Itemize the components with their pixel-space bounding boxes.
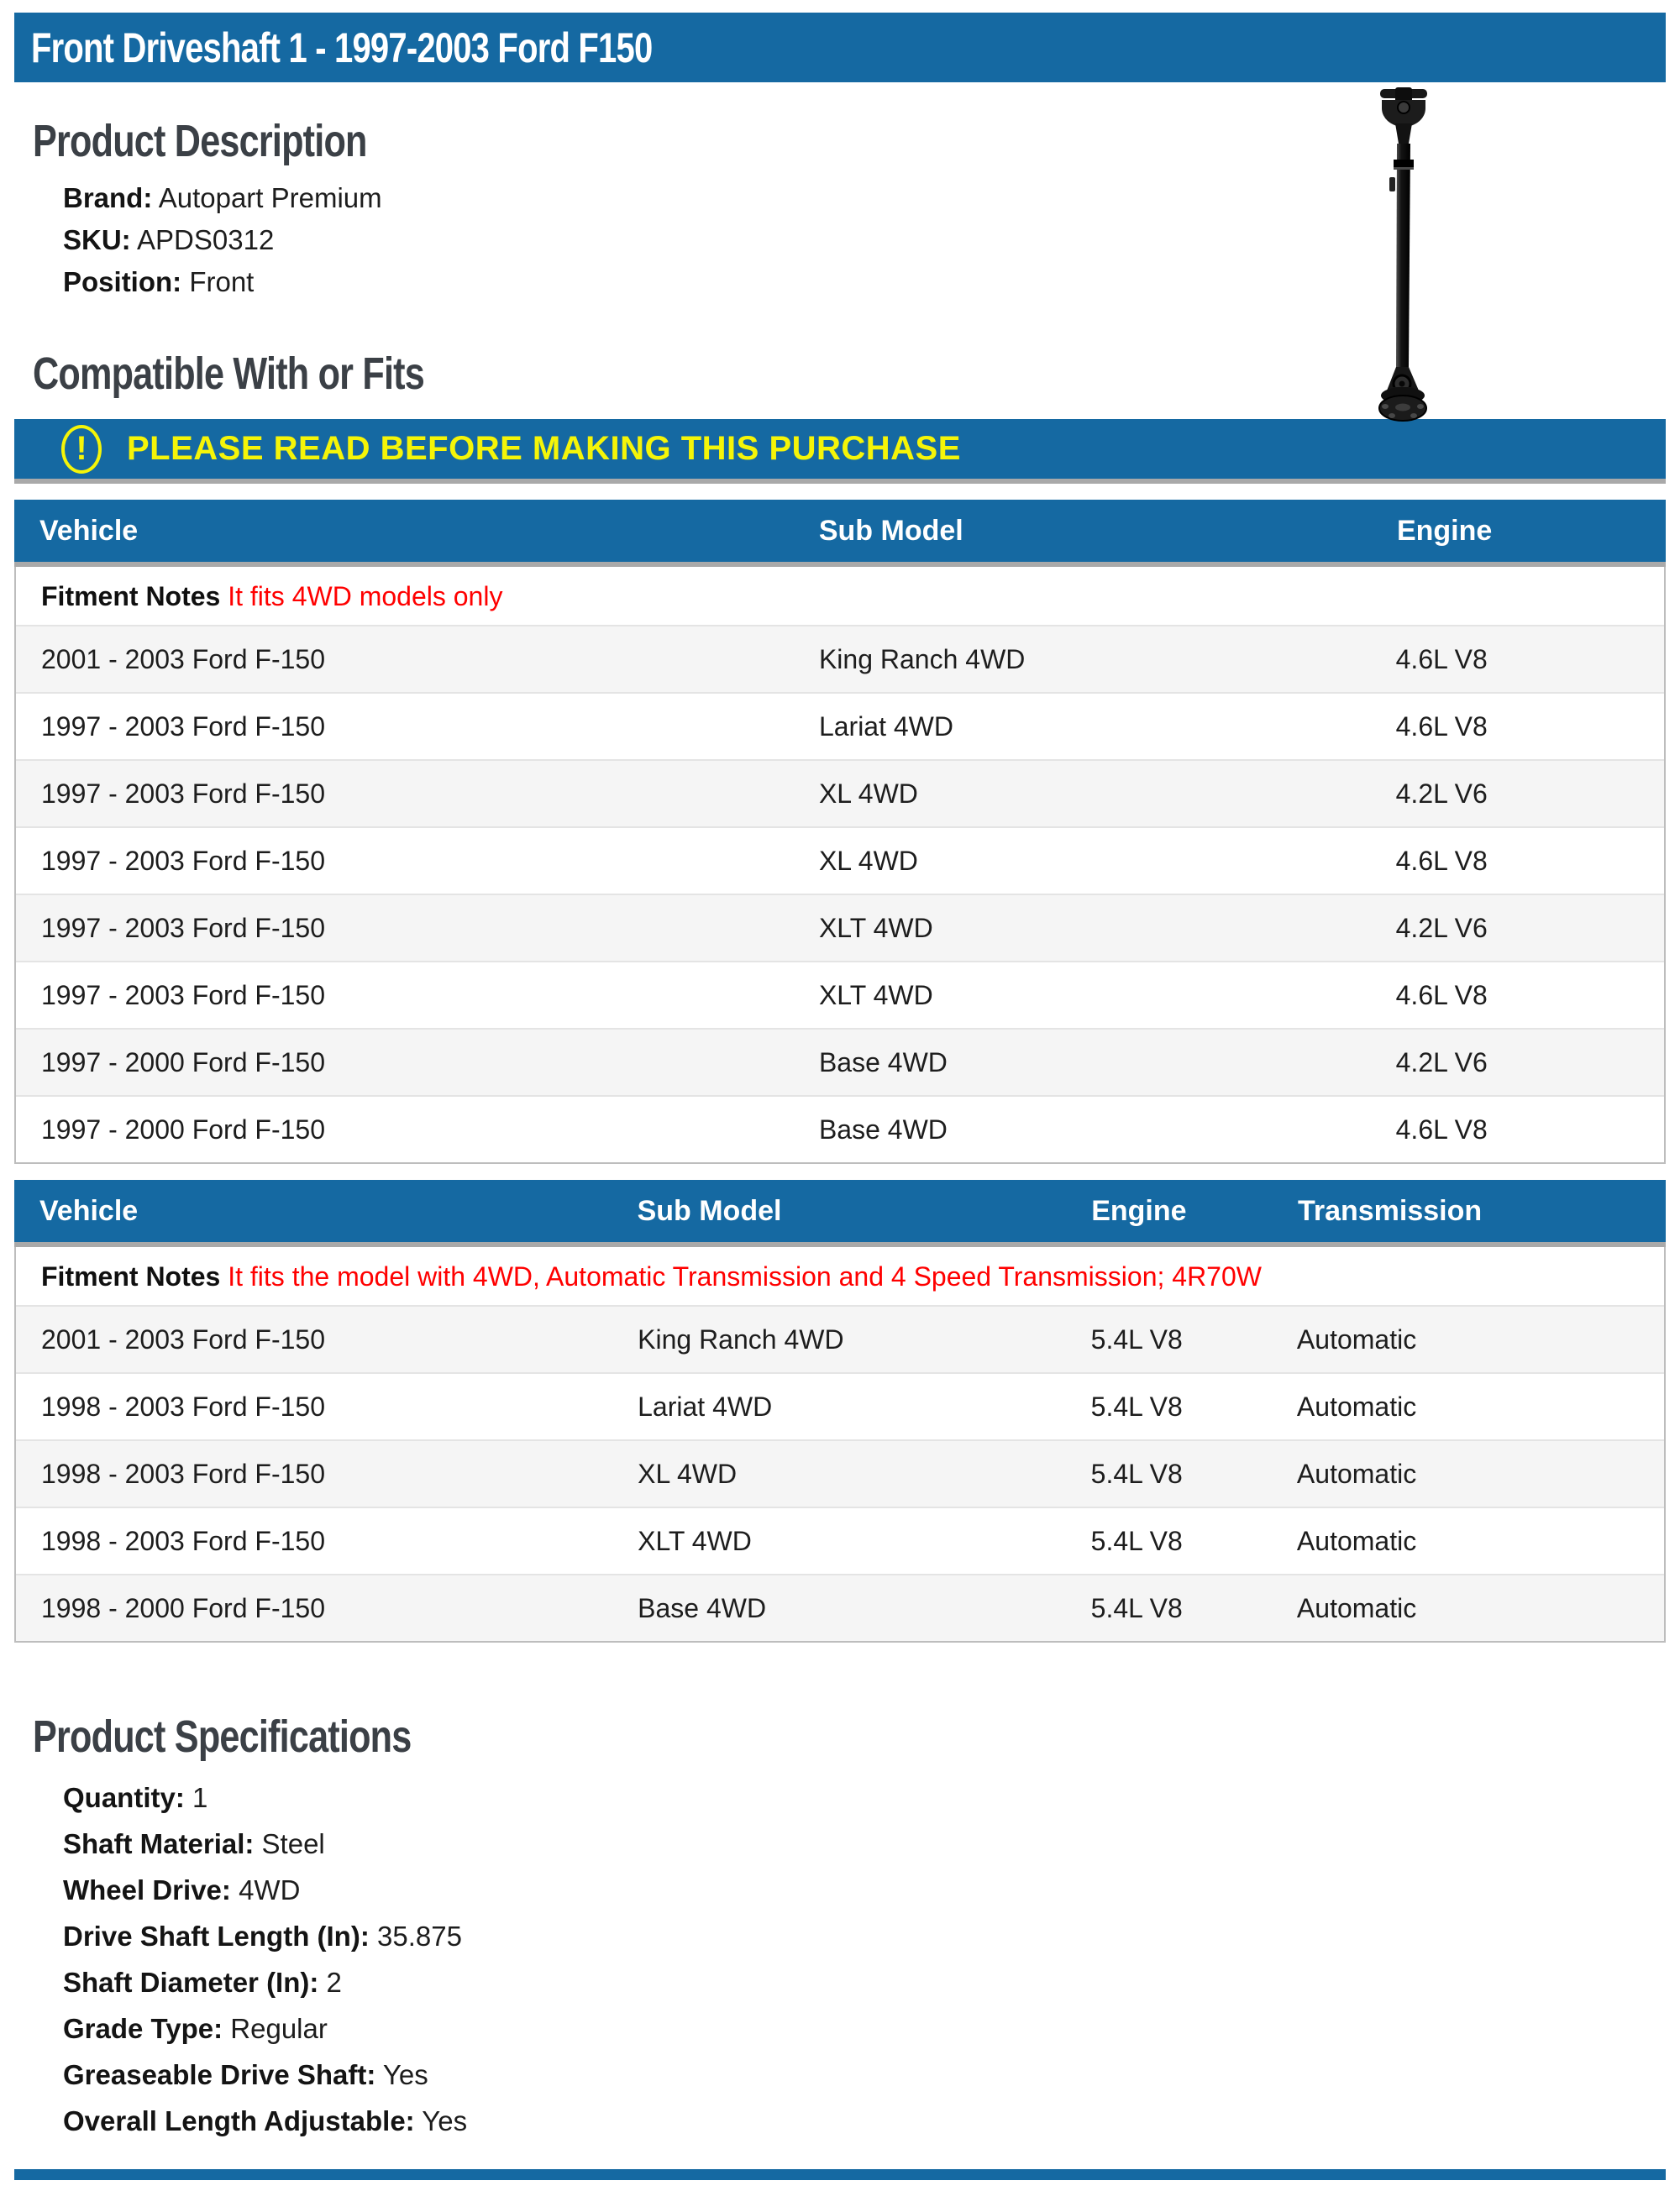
engine-cell: 4.2L V6 bbox=[1395, 778, 1488, 809]
table-row bbox=[16, 1305, 1664, 1372]
fitment-table-2-body bbox=[14, 1247, 1666, 1643]
vehicle-cell: 1997 - 2003 Ford F-150 bbox=[41, 710, 325, 742]
submodel-cell: Base 4WD bbox=[818, 1046, 948, 1077]
transmission-cell: Automatic bbox=[1296, 1324, 1417, 1355]
table-row bbox=[16, 1574, 1664, 1641]
vehicle-cell: 1998 - 2000 Ford F-150 bbox=[41, 1592, 325, 1623]
warning-banner bbox=[14, 419, 1666, 484]
spec-shaft-material bbox=[63, 1821, 1666, 1867]
spec-value: Yes bbox=[382, 2059, 428, 2091]
engine-cell: 5.4L V8 bbox=[1090, 1391, 1183, 1422]
column-header-engine: Engine bbox=[1396, 514, 1493, 547]
vehicle-cell: 1997 - 2003 Ford F-150 bbox=[41, 979, 325, 1010]
product-specifications-fields bbox=[63, 1774, 1666, 2144]
page-title: Front Driveshaft 1 - 1997-2003 Ford F150 bbox=[31, 24, 653, 71]
vehicle-cell: 1998 - 2003 Ford F-150 bbox=[41, 1391, 325, 1422]
column-header-transmission: Transmission bbox=[1297, 1194, 1483, 1227]
table-row bbox=[16, 961, 1664, 1028]
column-header-vehicle: Vehicle bbox=[39, 1194, 139, 1227]
spec-overall-length-adjustable bbox=[63, 2098, 1666, 2144]
vehicle-cell: 2001 - 2003 Ford F-150 bbox=[41, 643, 325, 674]
engine-cell: 5.4L V8 bbox=[1090, 1592, 1183, 1623]
position-value: Front bbox=[189, 265, 255, 297]
fitment-table-2 bbox=[14, 1180, 1666, 1643]
exclamation-icon: ! bbox=[61, 425, 102, 474]
table-row bbox=[16, 1095, 1664, 1162]
engine-cell: 5.4L V8 bbox=[1090, 1458, 1183, 1489]
vehicle-cell: 1997 - 2003 Ford F-150 bbox=[41, 912, 325, 943]
brand-value: Autopart Premium bbox=[158, 181, 382, 213]
submodel-cell: XL 4WD bbox=[638, 1458, 738, 1489]
compatible-heading: Compatible With or Fits bbox=[33, 348, 424, 399]
spec-label: Overall Length Adjustable: bbox=[63, 2105, 415, 2137]
position-label: Position: bbox=[63, 265, 182, 297]
transmission-cell: Automatic bbox=[1296, 1458, 1417, 1489]
vehicle-cell: 2001 - 2003 Ford F-150 bbox=[41, 1324, 325, 1355]
spec-label: Wheel Drive: bbox=[63, 1874, 231, 1906]
spec-value: Steel bbox=[261, 1828, 325, 1860]
vehicle-cell: 1997 - 2000 Ford F-150 bbox=[41, 1114, 325, 1145]
vehicle-cell: 1997 - 2000 Ford F-150 bbox=[41, 1046, 325, 1077]
fitment-table-1 bbox=[14, 500, 1666, 1164]
table-row bbox=[16, 625, 1664, 692]
brand-label: Brand: bbox=[63, 181, 153, 213]
engine-cell: 4.6L V8 bbox=[1395, 1114, 1488, 1145]
warning-text: PLEASE READ BEFORE MAKING THIS PURCHASE bbox=[127, 430, 961, 468]
spec-label: Shaft Material: bbox=[63, 1828, 255, 1860]
spec-value: 4WD bbox=[239, 1874, 301, 1906]
fitment-table-1-header bbox=[14, 500, 1666, 567]
fitment-notes-row bbox=[16, 567, 1664, 625]
table-row bbox=[16, 826, 1664, 894]
engine-cell: 4.6L V8 bbox=[1395, 845, 1488, 876]
submodel-cell: XLT 4WD bbox=[818, 912, 933, 943]
spec-label: Grade Type: bbox=[63, 2013, 223, 2045]
spec-label: Drive Shaft Length (In): bbox=[63, 1921, 370, 1953]
spec-label: Quantity: bbox=[63, 1782, 185, 1814]
spec-label: Greaseable Drive Shaft: bbox=[63, 2059, 376, 2091]
submodel-cell: Lariat 4WD bbox=[818, 710, 953, 742]
transmission-cell: Automatic bbox=[1296, 1592, 1417, 1623]
column-header-vehicle: Vehicle bbox=[39, 514, 139, 547]
table-row bbox=[16, 1372, 1664, 1439]
spec-quantity bbox=[63, 1774, 1666, 1821]
sku-value: APDS0312 bbox=[137, 223, 275, 255]
vehicle-cell: 1998 - 2003 Ford F-150 bbox=[41, 1458, 325, 1489]
column-header-engine: Engine bbox=[1091, 1194, 1187, 1227]
fitment-table-1-body bbox=[14, 567, 1666, 1164]
engine-cell: 4.6L V8 bbox=[1395, 710, 1488, 742]
spec-value: 1 bbox=[192, 1782, 208, 1814]
column-header-submodel: Sub Model bbox=[637, 1194, 782, 1227]
vehicle-cell: 1998 - 2003 Ford F-150 bbox=[41, 1525, 325, 1556]
vehicle-cell: 1997 - 2003 Ford F-150 bbox=[41, 778, 325, 809]
spec-label: Shaft Diameter (In): bbox=[63, 1967, 319, 1999]
spec-value: Regular bbox=[230, 2013, 328, 2045]
table-row bbox=[16, 692, 1664, 759]
engine-cell: 5.4L V8 bbox=[1090, 1525, 1183, 1556]
submodel-cell: XL 4WD bbox=[818, 778, 918, 809]
driveshaft-product-image bbox=[1378, 86, 1430, 422]
submodel-cell: XLT 4WD bbox=[638, 1525, 752, 1556]
vehicle-cell: 1997 - 2003 Ford F-150 bbox=[41, 845, 325, 876]
title-bar bbox=[14, 13, 1666, 82]
fitment-notes-label: Fitment Notes bbox=[41, 1261, 221, 1292]
engine-cell: 4.6L V8 bbox=[1395, 979, 1488, 1010]
spec-drive-shaft-length bbox=[63, 1913, 1666, 1959]
submodel-cell: Base 4WD bbox=[638, 1592, 767, 1623]
submodel-cell: XLT 4WD bbox=[818, 979, 933, 1010]
spec-grade-type bbox=[63, 2005, 1666, 2052]
fitment-table-2-header bbox=[14, 1180, 1666, 1247]
table-row bbox=[16, 1439, 1664, 1507]
submodel-cell: King Ranch 4WD bbox=[818, 643, 1026, 674]
fitment-notes-label: Fitment Notes bbox=[41, 581, 221, 612]
submodel-cell: Lariat 4WD bbox=[638, 1391, 773, 1422]
submodel-cell: XL 4WD bbox=[818, 845, 918, 876]
engine-cell: 4.2L V6 bbox=[1395, 1046, 1488, 1077]
spec-shaft-diameter bbox=[63, 1959, 1666, 2005]
column-header-submodel: Sub Model bbox=[818, 514, 963, 547]
table-row bbox=[16, 1028, 1664, 1095]
spec-value: 2 bbox=[326, 1967, 342, 1999]
engine-cell: 5.4L V8 bbox=[1090, 1324, 1183, 1355]
spec-wheel-drive bbox=[63, 1867, 1666, 1913]
fitment-notes-text: It fits the model with 4WD, Automatic Transmission and 4 Speed Transmission; 4R70W bbox=[228, 1261, 1262, 1292]
transmission-cell: Automatic bbox=[1296, 1391, 1417, 1422]
table-row bbox=[16, 1507, 1664, 1574]
engine-cell: 4.2L V6 bbox=[1395, 912, 1488, 943]
fitment-notes-row bbox=[16, 1247, 1664, 1305]
product-description-heading: Product Description bbox=[33, 116, 367, 166]
footer-bar bbox=[14, 2169, 1666, 2180]
table-row bbox=[16, 894, 1664, 961]
spec-value: Yes bbox=[422, 2105, 468, 2137]
sku-label: SKU: bbox=[63, 223, 131, 255]
spec-value: 35.875 bbox=[377, 1921, 462, 1953]
fitment-notes-text: It fits 4WD models only bbox=[228, 581, 503, 612]
product-specifications-heading: Product Specifications bbox=[33, 1711, 412, 1763]
spec-greaseable bbox=[63, 2052, 1666, 2098]
submodel-cell: Base 4WD bbox=[818, 1114, 948, 1145]
engine-cell: 4.6L V8 bbox=[1395, 643, 1488, 674]
transmission-cell: Automatic bbox=[1296, 1525, 1417, 1556]
table-row bbox=[16, 759, 1664, 826]
submodel-cell: King Ranch 4WD bbox=[638, 1324, 844, 1355]
